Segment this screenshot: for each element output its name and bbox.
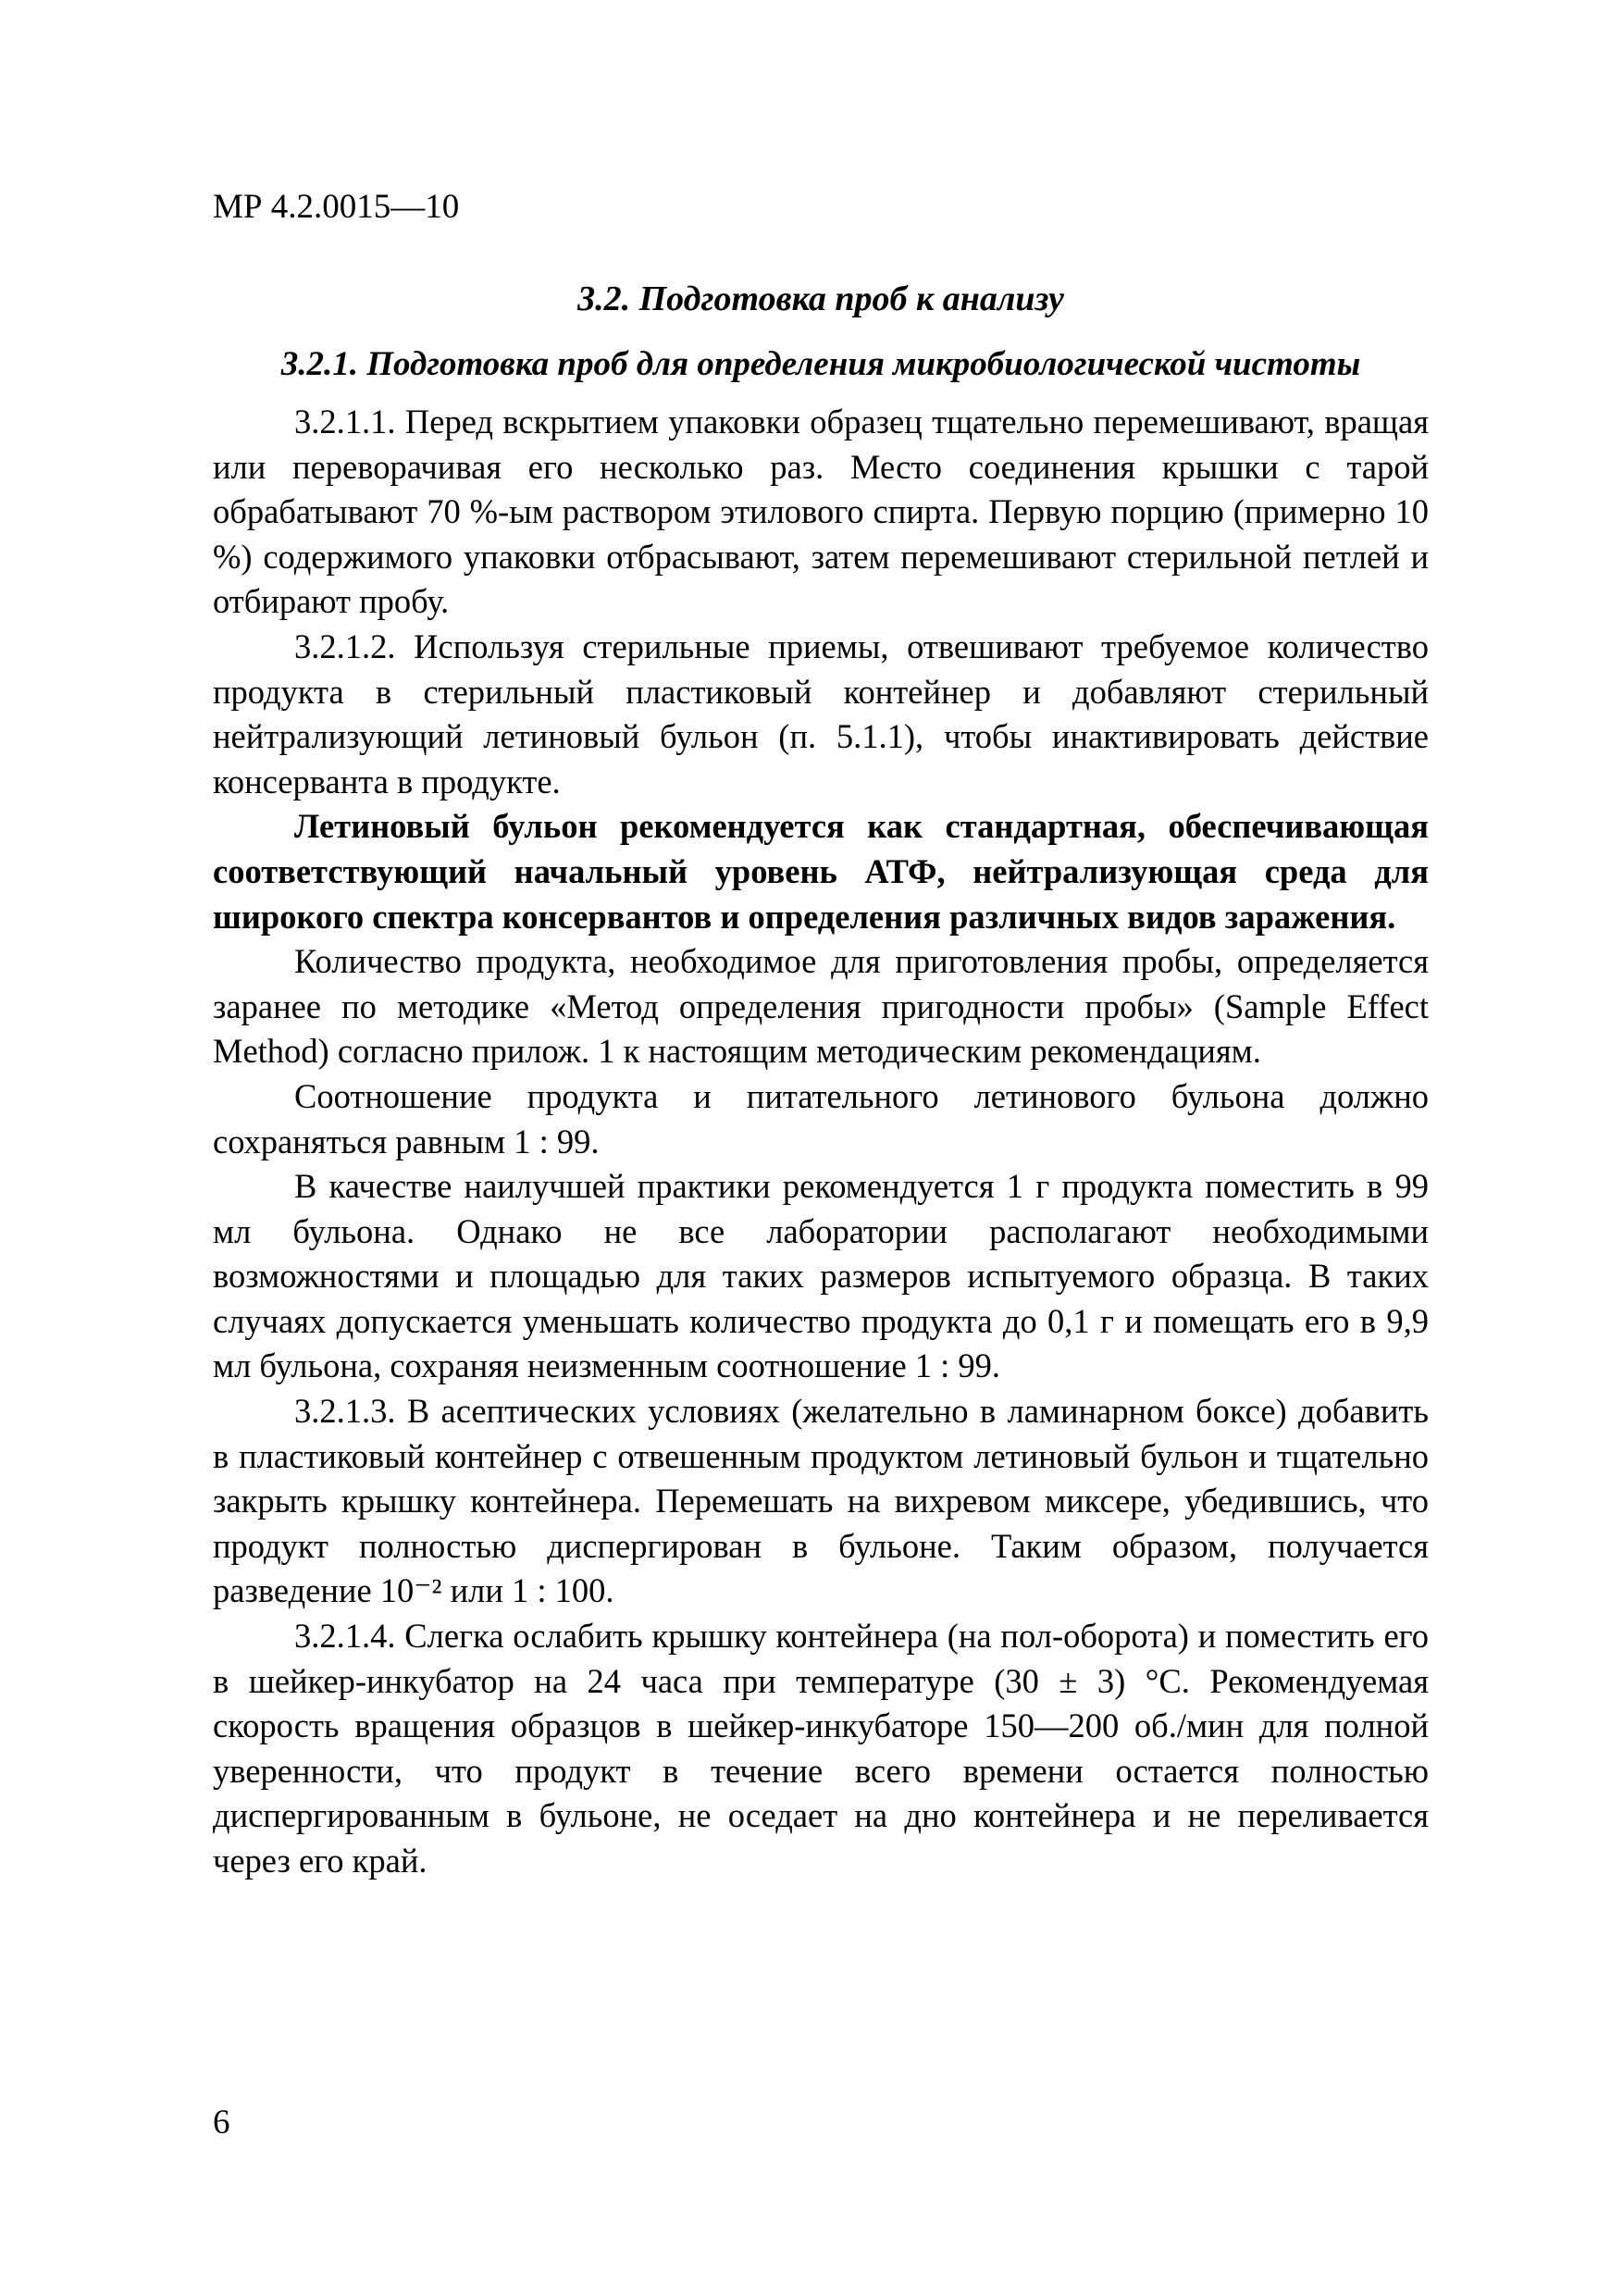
paragraph: В качестве наилучшей практики рекомендуется 1 г продукта поместить в 99 мл бульона. Однако не все лаборатории располагают необходимыми возможностями и площадью для таких размеров испытуемого образца. В таких случаях допускается уменьшать количество продукта до 0,1 г и помещать его в 9,9 мл бульона, сохраняя неизменным соотношение 1 : 99. [213, 1167, 1429, 1385]
paragraph: 3.2.1.3. В асептических условиях (желательно в ламинарном боксе) добавить в пластиковый контейнер с отвешенным продуктом летиновый бульон и тщательно закрыть крышку контейнера. Перемешать на вихревом миксере, убедившись, что продукт полностью диспергирован в бульоне. Таким образом, получается разведение 10⁻² или 1 : 100. [213, 1392, 1429, 1610]
body-text [213, 400, 1429, 1884]
section-title: 3.2. Подготовка проб к анализу [577, 279, 1064, 318]
paragraph: Соотношение продукта и питательного летинового бульона должно сохраняться равным 1 : 99. [213, 1076, 1429, 1160]
subsection-title: 3.2.1. Подготовка проб для определения микробиологической чистоты [280, 345, 1361, 383]
document-code: МР 4.2.0015—10 [213, 188, 460, 226]
paragraph: 3.2.1.1. Перед вскрытием упаковки образец тщательно перемешивают, вращая или переворачивая его несколько раз. Место соединения крышки с тарой обрабатывают 70 %-ым раствором этилового спирта. Первую порцию (примерно 10 %) содержимого упаковки отбрасывают, затем перемешивают стерильной петлей и отбирают пробу. [213, 403, 1429, 621]
paragraph: 3.2.1.4. Слегка ослабить крышку контейнера (на пол-оборота) и поместить его в шейкер-инкубатор на 24 часа при температуре (30 ± 3) °С. Рекомендуемая скорость вращения образцов в шейкер-инкубаторе 150—200 об./мин для полной уверенности, что продукт в течение всего времени остается полностью диспергированным в бульоне, не оседает на дно контейнера и не переливается через его край. [213, 1617, 1429, 1880]
page-number: 6 [213, 2104, 230, 2141]
bold-paragraph: Летиновый бульон рекомендуется как стандартная, обеспечивающая соответствующий начальный уровень АТФ, нейтрализующая среда для широкого спектра консервантов и определения различных видов заражения. [213, 807, 1429, 936]
paragraph: 3.2.1.2. Используя стерильные приемы, отвешивают требуемое количество продукта в стерильный пластиковый контейнер и добавляют стерильный нейтрализующий летиновый бульон (п. 5.1.1), чтобы инактивировать действие консерванта в продукте. [213, 627, 1429, 800]
paragraph: Количество продукта, необходимое для приготовления пробы, определяется заранее по методике «Метод определения пригодности пробы» (Sample Effect Method) согласно прилож. 1 к настоящим методическим рекомендациям. [213, 942, 1429, 1071]
